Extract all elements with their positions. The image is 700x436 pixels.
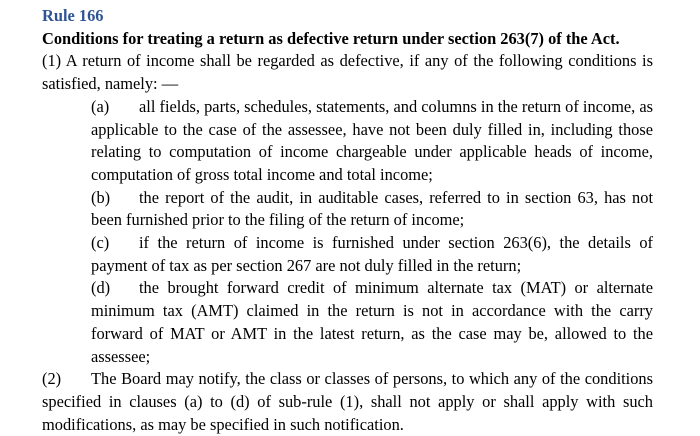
clause-c	[91, 232, 653, 277]
clause-text: if the return of income is furnished under section 263(6), the details of payment of tax as per section 267 are not duly filled in the return;	[91, 233, 653, 275]
clause-text: the brought forward credit of minimum alternate tax (MAT) or alternate minimum tax (AMT) claimed in the return is not in accordance with the carry forward of MAT or AMT in the latest return, as the case may be, allowed to the assessee;	[91, 278, 653, 366]
document-page	[42, 5, 653, 436]
subrule-2-text: The Board may notify, the class or classes of persons, to which any of the conditions specified in clauses (a) to (d) of sub-rule (1), shall not apply or shall apply with such modifications, as may be specified in such notification.	[42, 369, 653, 434]
clause-label: (b)	[91, 187, 111, 207]
subrule-1-text: (1) A return of income shall be regarded as defective, if any of the following conditions is satisfied, namely: —	[42, 51, 653, 94]
rule-heading: Conditions for treating a return as defective return under section 263(7) of the Act.	[42, 28, 620, 48]
clause-text: the report of the audit, in auditable cases, referred to in section 63, has not been furnished prior to the filing of the return of income;	[91, 187, 653, 230]
subrule-2-label: (2)	[42, 369, 62, 389]
clause-a	[91, 96, 653, 187]
rule-title: Rule 166	[42, 6, 104, 25]
subrule-2	[42, 368, 653, 436]
clause-b	[91, 187, 653, 232]
clause-label: (d)	[91, 278, 111, 298]
clause-text: all fields, parts, schedules, statements, and columns in the return of income, as applicable to the case of the assessee, have not been duly filled in, including those relating to computation of income chargeable under applicable heads of income, computation of gross total income and total income;	[91, 96, 653, 184]
clause-label: (c)	[91, 233, 110, 253]
clause-d	[91, 277, 653, 368]
clause-label: (a)	[91, 96, 110, 116]
